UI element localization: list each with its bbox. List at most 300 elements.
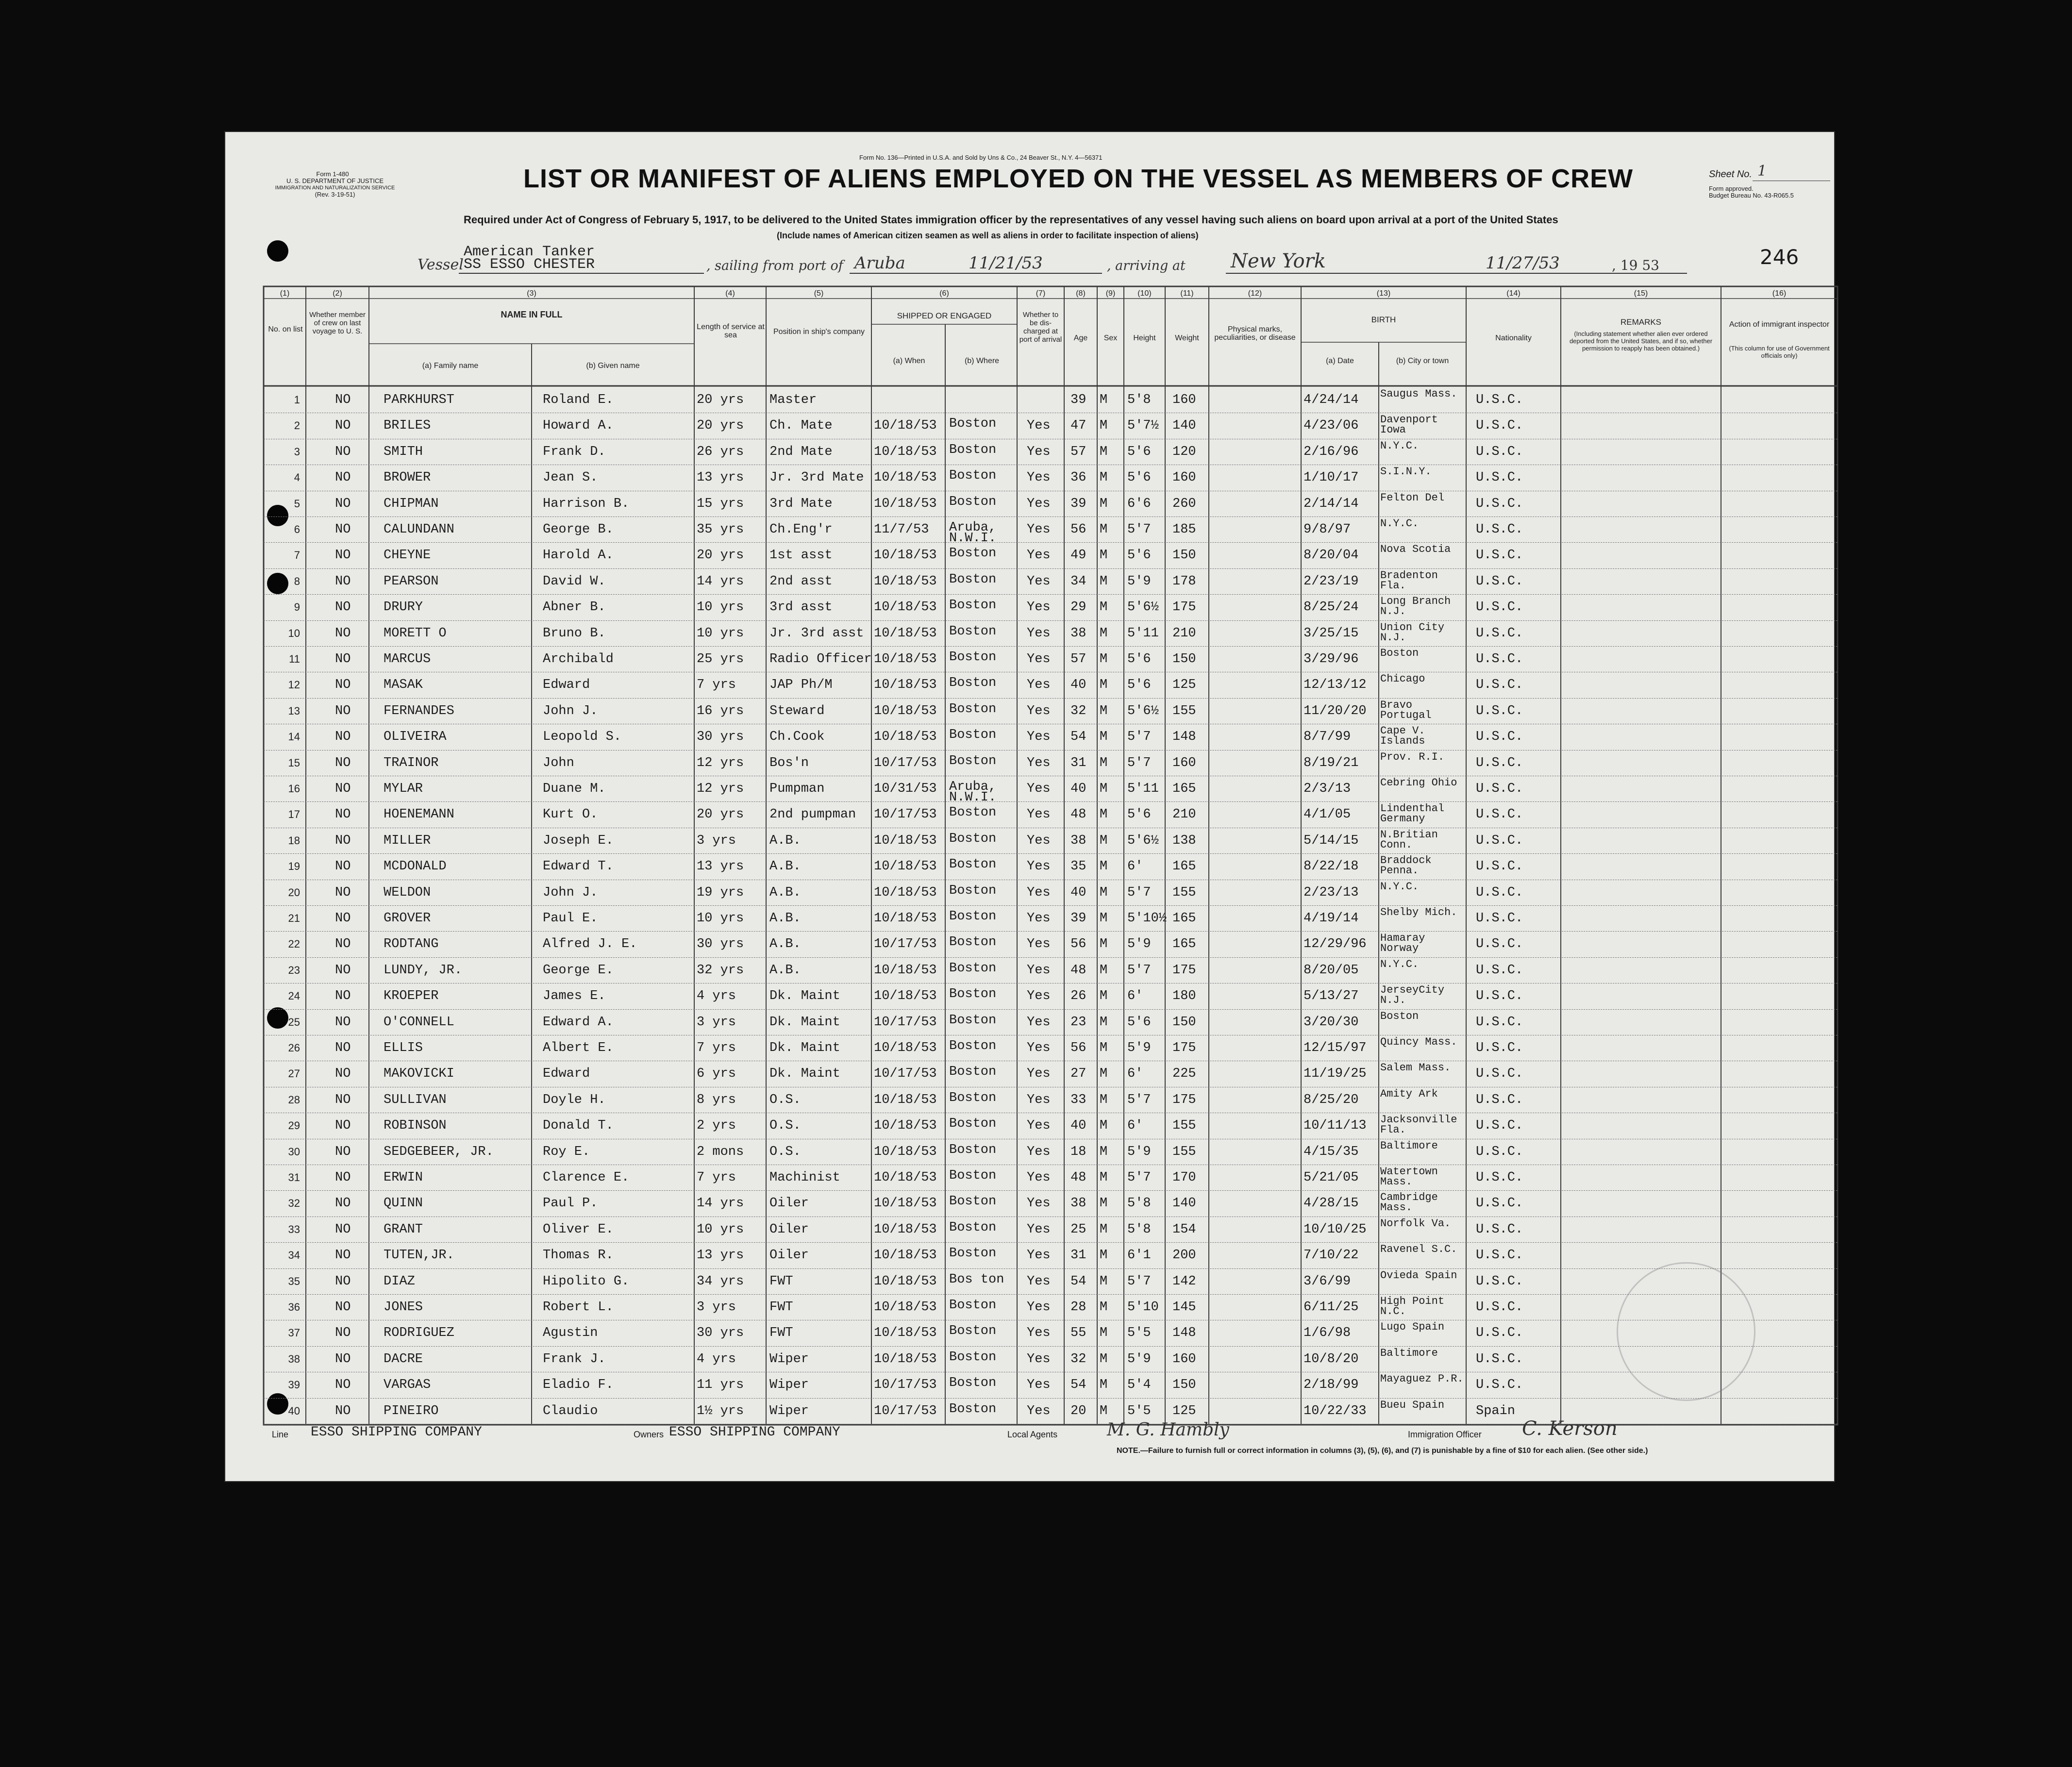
cell-age: 56 <box>1070 937 1086 952</box>
row-number: 40 <box>288 1404 300 1417</box>
cell-m: NO <box>335 574 351 589</box>
cell-fam: VARGAS <box>384 1378 431 1393</box>
cell-age: 40 <box>1070 1118 1086 1134</box>
cell-wt: 185 <box>1172 522 1196 537</box>
cell-dis: Yes <box>1027 1092 1051 1107</box>
cell-dis: Yes <box>1027 1067 1051 1082</box>
cell-when: 10/18/53 <box>874 911 937 926</box>
cell-when: 10/18/53 <box>874 444 937 459</box>
cell-city: Baltimore <box>1380 1139 1438 1152</box>
vessel-label: Vessel <box>418 256 464 273</box>
cell-bd: 1/6/98 <box>1303 1326 1351 1341</box>
cell-wt: 150 <box>1172 1378 1196 1393</box>
row-number: 38 <box>288 1352 300 1365</box>
cell-fam: MAKOVICKI <box>384 1067 454 1082</box>
cell-fam: ROBINSON <box>384 1118 447 1134</box>
row-number: 6 <box>294 523 300 535</box>
cell-dis: Yes <box>1027 548 1051 563</box>
cell-giv: Edward A. <box>543 1015 614 1030</box>
cell-ht: 5'7 <box>1127 1092 1151 1107</box>
cell-dis: Yes <box>1027 600 1051 615</box>
cell-wt: 120 <box>1172 444 1196 459</box>
cell-city: Prov. R.I. <box>1380 750 1445 763</box>
sailing-label: , sailing from port of <box>706 258 843 273</box>
cell-len: 26 yrs <box>697 444 744 459</box>
cell-city: JerseyCity N.J. <box>1380 984 1445 1007</box>
row-number: 35 <box>288 1275 300 1287</box>
cell-m: NO <box>335 1144 351 1159</box>
arriving-port: New York <box>1231 250 1326 272</box>
cell-giv: Clarence E. <box>543 1170 630 1185</box>
cell-pos: 1st asst <box>769 548 833 563</box>
cell-when: 10/17/53 <box>874 1378 937 1393</box>
cell-pos: Machinist <box>769 1170 840 1185</box>
cell-bd: 3/25/15 <box>1303 626 1359 641</box>
cell-wt: 142 <box>1172 1274 1196 1289</box>
cell-giv: James E. <box>543 989 606 1004</box>
cell-city: Norfolk Va. <box>1380 1217 1451 1230</box>
cell-dis: Yes <box>1027 755 1051 770</box>
department: U. S. DEPARTMENT OF JUSTICE <box>286 177 384 184</box>
cell-nat: Spain <box>1476 1403 1516 1418</box>
cell-wt: 170 <box>1172 1170 1196 1185</box>
cell-when: 10/18/53 <box>874 600 937 615</box>
cell-m: NO <box>335 963 351 978</box>
cell-dis: Yes <box>1027 833 1051 848</box>
row-number: 30 <box>288 1145 300 1158</box>
cell-fam: BROWER <box>384 470 431 485</box>
cell-when: 10/18/53 <box>874 418 937 433</box>
cell-age: 38 <box>1070 833 1086 848</box>
row-number: 21 <box>288 912 300 924</box>
cell-city: Felton Del <box>1380 491 1445 504</box>
cell-nat: U.S.C. <box>1476 548 1523 563</box>
cell-len: 12 yrs <box>697 755 744 770</box>
cell-city: Chicago <box>1380 673 1425 685</box>
cell-pos: FWT <box>769 1274 793 1289</box>
cell-when: 10/17/53 <box>874 1067 937 1082</box>
row-number: 24 <box>288 990 300 1002</box>
cell-when: 10/18/53 <box>874 859 937 874</box>
cell-when: 10/31/53 <box>874 782 937 796</box>
cell-nat: U.S.C. <box>1476 418 1523 433</box>
cell-sex: M <box>1100 574 1108 589</box>
cell-when: 10/18/53 <box>874 730 937 745</box>
cell-bd: 10/11/13 <box>1303 1118 1367 1134</box>
cell-giv: Kurt O. <box>543 807 598 822</box>
row-number: 31 <box>288 1171 300 1184</box>
cell-len: 8 yrs <box>697 1092 736 1107</box>
cell-city: Saugus Mass. <box>1380 388 1457 400</box>
cell-wt: 150 <box>1172 1015 1196 1030</box>
cell-nat: U.S.C. <box>1476 1248 1523 1263</box>
cell-nat: U.S.C. <box>1476 652 1523 667</box>
cell-ht: 5'9 <box>1127 937 1151 952</box>
cell-bd: 6/11/25 <box>1303 1300 1359 1315</box>
cell-sex: M <box>1100 1118 1108 1134</box>
cell-giv: Agustin <box>543 1326 598 1341</box>
cell-city: Lindenthal Germany <box>1380 802 1445 825</box>
cell-wt: 125 <box>1172 1403 1196 1418</box>
cell-dis: Yes <box>1027 626 1051 641</box>
cell-nat: U.S.C. <box>1476 444 1523 459</box>
cell-age: 20 <box>1070 1403 1086 1418</box>
cell-sex: M <box>1100 1170 1108 1185</box>
row-number: 1 <box>294 394 300 406</box>
cell-sex: M <box>1100 859 1108 874</box>
cell-nat: U.S.C. <box>1476 807 1523 822</box>
cell-fam: ELLIS <box>384 1041 423 1055</box>
cell-giv: Paul P. <box>543 1196 598 1211</box>
cell-giv: Robert L. <box>543 1300 614 1315</box>
row-number: 33 <box>288 1223 300 1235</box>
row-number: 23 <box>288 964 300 976</box>
cell-len: 7 yrs <box>697 1170 736 1185</box>
cell-sex: M <box>1100 833 1108 848</box>
cell-age: 32 <box>1070 703 1086 718</box>
cell-bd: 1/10/17 <box>1303 470 1359 485</box>
row-divider <box>264 594 1838 595</box>
cell-m: NO <box>335 444 351 459</box>
cell-giv: Eladio F. <box>543 1378 614 1393</box>
cell-age: 31 <box>1070 1248 1086 1263</box>
cell-sex: M <box>1100 1041 1108 1055</box>
cell-sex: M <box>1100 496 1108 511</box>
vessel-name: SS ESSO CHESTER <box>464 256 595 273</box>
cell-m: NO <box>335 703 351 718</box>
cell-sex: M <box>1100 600 1108 615</box>
cell-bd: 4/23/06 <box>1303 418 1359 433</box>
cell-pos: Dk. Maint <box>769 989 840 1004</box>
row-number: 18 <box>288 834 300 847</box>
cell-when: 10/18/53 <box>874 1300 937 1315</box>
cell-city: Cape V. Islands <box>1380 725 1425 748</box>
cell-bd: 4/24/14 <box>1303 393 1359 407</box>
cell-fam: MASAK <box>384 678 423 693</box>
cell-ht: 5'9 <box>1127 1144 1151 1159</box>
cell-nat: U.S.C. <box>1476 1170 1523 1185</box>
column-number: (10) <box>1137 289 1152 298</box>
cell-where: Boston <box>949 1376 997 1391</box>
cell-ht: 5'7 <box>1127 963 1151 978</box>
cell-giv: Hipolito G. <box>543 1274 630 1289</box>
cell-nat: U.S.C. <box>1476 1326 1523 1341</box>
row-divider <box>264 1398 1838 1399</box>
cell-where: Boston <box>949 701 997 717</box>
cell-city: Bradenton Fla. <box>1380 569 1438 592</box>
cell-m: NO <box>335 807 351 822</box>
row-number: 37 <box>288 1327 300 1339</box>
form-approved: Form approved. <box>1709 185 1754 192</box>
cell-m: NO <box>335 911 351 926</box>
year: , 19 53 <box>1612 257 1659 273</box>
cell-where: Boston <box>949 1013 997 1028</box>
row-number: 2 <box>294 419 300 432</box>
cell-nat: U.S.C. <box>1476 1092 1523 1107</box>
cell-fam: CHEYNE <box>384 548 431 563</box>
cell-m: NO <box>335 522 351 537</box>
cell-when: 10/18/53 <box>874 652 937 667</box>
cell-dis: Yes <box>1027 989 1051 1004</box>
header-no-on-list: No. on list <box>268 325 303 333</box>
row-number: 26 <box>288 1042 300 1054</box>
cell-fam: QUINN <box>384 1196 423 1211</box>
header-when: (a) When <box>893 357 925 365</box>
cell-giv: Thomas R. <box>543 1248 614 1263</box>
row-number: 3 <box>294 445 300 458</box>
cell-city: Watertown Mass. <box>1380 1166 1438 1188</box>
cell-giv: Harold A. <box>543 548 614 563</box>
cell-len: 25 yrs <box>697 652 744 667</box>
cell-len: 30 yrs <box>697 730 744 745</box>
cell-ht: 6'6 <box>1127 496 1151 511</box>
cell-m: NO <box>335 1067 351 1082</box>
cell-age: 29 <box>1070 600 1086 615</box>
cell-where: Boston <box>949 1350 997 1365</box>
header-birth-city: (b) City or town <box>1396 357 1449 365</box>
cell-age: 54 <box>1070 1274 1086 1289</box>
cell-age: 25 <box>1070 1222 1086 1237</box>
cell-fam: RODTANG <box>384 937 439 952</box>
column-number: (16) <box>1772 289 1787 298</box>
header-whether-member: Whether member of crew on last voyage to U. S. <box>309 311 366 335</box>
cell-wt: 260 <box>1172 496 1196 511</box>
cell-nat: U.S.C. <box>1476 1144 1523 1159</box>
footer-officer-label: Immigration Officer <box>1408 1430 1482 1439</box>
row-number: 19 <box>288 860 300 873</box>
cell-where: Boston <box>949 1039 997 1053</box>
cell-bd: 11/19/25 <box>1303 1067 1367 1082</box>
cell-ht: 5'5 <box>1127 1403 1151 1418</box>
row-number: 34 <box>288 1249 300 1262</box>
footer-officer-signature: C. Kerson <box>1522 1417 1618 1440</box>
cell-city: Mayaguez P.R. <box>1380 1373 1464 1385</box>
cell-len: 4 yrs <box>697 989 736 1004</box>
cell-wt: 155 <box>1172 885 1196 900</box>
cell-when: 10/18/53 <box>874 1196 937 1211</box>
cell-fam: GRANT <box>384 1222 423 1237</box>
cell-fam: PEARSON <box>384 574 439 589</box>
row-number: 36 <box>288 1301 300 1313</box>
cell-giv: Edward T. <box>543 859 614 874</box>
cell-ht: 5'11 <box>1127 782 1159 796</box>
cell-len: 7 yrs <box>697 1041 736 1055</box>
cell-wt: 125 <box>1172 678 1196 693</box>
cell-nat: U.S.C. <box>1476 730 1523 745</box>
cell-bd: 12/15/97 <box>1303 1041 1367 1055</box>
cell-bd: 4/28/15 <box>1303 1196 1359 1211</box>
cell-ht: 5'6 <box>1127 444 1151 459</box>
cell-sex: M <box>1100 937 1108 952</box>
cell-len: 10 yrs <box>697 626 744 641</box>
cell-ht: 5'9 <box>1127 574 1151 589</box>
cell-nat: U.S.C. <box>1476 1222 1523 1237</box>
cell-ht: 5'8 <box>1127 393 1151 407</box>
header-name-in-full: NAME IN FULL <box>501 310 563 319</box>
column-number: (12) <box>1248 289 1262 298</box>
cell-m: NO <box>335 1170 351 1185</box>
cell-wt: 180 <box>1172 989 1196 1004</box>
cell-sex: M <box>1100 444 1108 459</box>
column-number: (14) <box>1506 289 1521 298</box>
cell-fam: HOENEMANN <box>384 807 454 822</box>
row-divider <box>264 1242 1838 1243</box>
header-length-service: Length of service at sea <box>697 323 765 339</box>
cell-city: N.Y.C. <box>1380 517 1419 530</box>
cell-dis: Yes <box>1027 1196 1051 1211</box>
footer-agents-label: Local Agents <box>1007 1430 1058 1439</box>
cell-m: NO <box>335 652 351 667</box>
row-divider <box>264 646 1838 647</box>
cell-dis: Yes <box>1027 807 1051 822</box>
cell-sex: M <box>1100 1300 1108 1315</box>
cell-pos: A.B. <box>769 937 801 952</box>
cell-where: Boston <box>949 935 997 950</box>
cell-dis: Yes <box>1027 859 1051 874</box>
sheet-number: 1 <box>1757 163 1767 180</box>
cell-len: 10 yrs <box>697 1222 744 1237</box>
cell-age: 39 <box>1070 393 1086 407</box>
revision: (Rev. 3-19-51) <box>315 191 355 198</box>
cell-ht: 5'8 <box>1127 1196 1151 1211</box>
cell-sex: M <box>1100 963 1108 978</box>
header-action: Action of immigrant inspector <box>1729 320 1830 329</box>
footer-owners: ESSO SHIPPING COMPANY <box>669 1425 840 1440</box>
cell-dis: Yes <box>1027 885 1051 900</box>
cell-ht: 5'7 <box>1127 1274 1151 1289</box>
cell-dis: Yes <box>1027 1378 1051 1393</box>
cell-where: Boston <box>949 857 997 872</box>
cell-pos: O.S. <box>769 1118 801 1134</box>
footer-line: ESSO SHIPPING COMPANY <box>311 1425 482 1440</box>
cell-dis: Yes <box>1027 1222 1051 1237</box>
cell-city: Bueu Spain <box>1380 1399 1445 1411</box>
cell-age: 35 <box>1070 859 1086 874</box>
cell-pos: O.S. <box>769 1144 801 1159</box>
cell-giv: Oliver E. <box>543 1222 614 1237</box>
cell-len: 20 yrs <box>697 548 744 563</box>
cell-when: 10/18/53 <box>874 703 937 718</box>
cell-wt: 175 <box>1172 963 1196 978</box>
header-where: (b) Where <box>964 357 1000 365</box>
cell-when: 10/17/53 <box>874 1015 937 1030</box>
cell-where: Aruba, N.W.I. <box>949 780 997 805</box>
cell-sex: M <box>1100 1351 1108 1367</box>
cell-sex: M <box>1100 703 1108 718</box>
cell-where: Boston <box>949 1401 997 1417</box>
cell-pos: Jr. 3rd asst <box>769 626 864 641</box>
cell-when: 10/17/53 <box>874 937 937 952</box>
cell-wt: 165 <box>1172 937 1196 952</box>
cell-nat: U.S.C. <box>1476 1118 1523 1134</box>
cell-where: Boston <box>949 1168 997 1183</box>
cell-nat: U.S.C. <box>1476 393 1523 407</box>
row-divider <box>264 1009 1838 1010</box>
cell-nat: U.S.C. <box>1476 963 1523 978</box>
cell-pos: Ch.Eng'r <box>769 522 833 537</box>
cell-age: 18 <box>1070 1144 1086 1159</box>
footer-owners-label: Owners <box>634 1430 664 1439</box>
cell-pos: Dk. Maint <box>769 1015 840 1030</box>
cell-ht: 5'6 <box>1127 1015 1151 1030</box>
cell-nat: U.S.C. <box>1476 859 1523 874</box>
cell-city: Cambridge Mass. <box>1380 1191 1438 1214</box>
cell-wt: 175 <box>1172 600 1196 615</box>
cell-pos: Ch. Mate <box>769 418 833 433</box>
cell-fam: PINEIRO <box>384 1403 439 1418</box>
cell-where: Boston <box>949 883 997 898</box>
cell-wt: 150 <box>1172 548 1196 563</box>
cell-ht: 5'7½ <box>1127 418 1159 433</box>
cell-len: 19 yrs <box>697 885 744 900</box>
cell-m: NO <box>335 885 351 900</box>
row-number: 39 <box>288 1379 300 1391</box>
cell-bd: 3/20/30 <box>1303 1015 1359 1030</box>
column-number: (5) <box>814 289 824 298</box>
cell-ht: 5'6½ <box>1127 833 1159 848</box>
cell-m: NO <box>335 496 351 511</box>
cell-sex: M <box>1100 393 1108 407</box>
cell-len: 20 yrs <box>697 418 744 433</box>
cell-giv: Doyle H. <box>543 1092 606 1107</box>
cell-m: NO <box>335 1092 351 1107</box>
header-action-note: (This column for use of Government officials only) <box>1729 345 1830 359</box>
cell-bd: 11/20/20 <box>1303 703 1367 718</box>
cell-city: Baltimore <box>1380 1347 1438 1359</box>
cell-dis: Yes <box>1027 963 1051 978</box>
cell-giv: Frank D. <box>543 444 606 459</box>
row-divider <box>264 698 1838 699</box>
cell-len: 11 yrs <box>697 1378 744 1393</box>
cell-sex: M <box>1100 678 1108 693</box>
cell-fam: MARCUS <box>384 652 431 667</box>
cell-dis: Yes <box>1027 730 1051 745</box>
cell-wt: 210 <box>1172 626 1196 641</box>
cell-city: Jacksonville Fla. <box>1380 1114 1457 1136</box>
cell-nat: U.S.C. <box>1476 1041 1523 1055</box>
cell-sex: M <box>1100 755 1108 770</box>
cell-giv: Frank J. <box>543 1351 606 1367</box>
cell-bd: 8/22/18 <box>1303 859 1359 874</box>
cell-age: 54 <box>1070 1378 1086 1393</box>
cell-pos: Dk. Maint <box>769 1067 840 1082</box>
cell-fam: GROVER <box>384 911 431 926</box>
cell-bd: 2/23/13 <box>1303 885 1359 900</box>
cell-len: 12 yrs <box>697 782 744 796</box>
row-number: 11 <box>289 653 300 665</box>
cell-len: 4 yrs <box>697 1351 736 1367</box>
cell-where: Boston <box>949 598 997 613</box>
cell-giv: George B. <box>543 522 614 537</box>
cell-ht: 5'8 <box>1127 1222 1151 1237</box>
row-number: 9 <box>294 601 300 614</box>
cell-city: Salem Mass. <box>1380 1062 1451 1074</box>
cell-wt: 225 <box>1172 1067 1196 1082</box>
header-shipped: SHIPPED OR ENGAGED <box>897 311 992 320</box>
budget-number: Budget Bureau No. 43-R065.5 <box>1709 192 1794 199</box>
cell-age: 31 <box>1070 755 1086 770</box>
row-number: 4 <box>294 471 300 484</box>
cell-nat: U.S.C. <box>1476 470 1523 485</box>
column-number: (11) <box>1180 289 1194 298</box>
cell-ht: 5'7 <box>1127 1170 1151 1185</box>
printer-line: Form No. 136—Printed in U.S.A. and Sold by Uns & Co., 24 Beaver St., N.Y. 4—56371 <box>859 154 1103 161</box>
cell-len: 30 yrs <box>697 1326 744 1341</box>
cell-when: 10/18/53 <box>874 885 937 900</box>
cell-ht: 5'9 <box>1127 1351 1151 1367</box>
cell-fam: MORETT O <box>384 626 447 641</box>
cell-ht: 5'5 <box>1127 1326 1151 1341</box>
